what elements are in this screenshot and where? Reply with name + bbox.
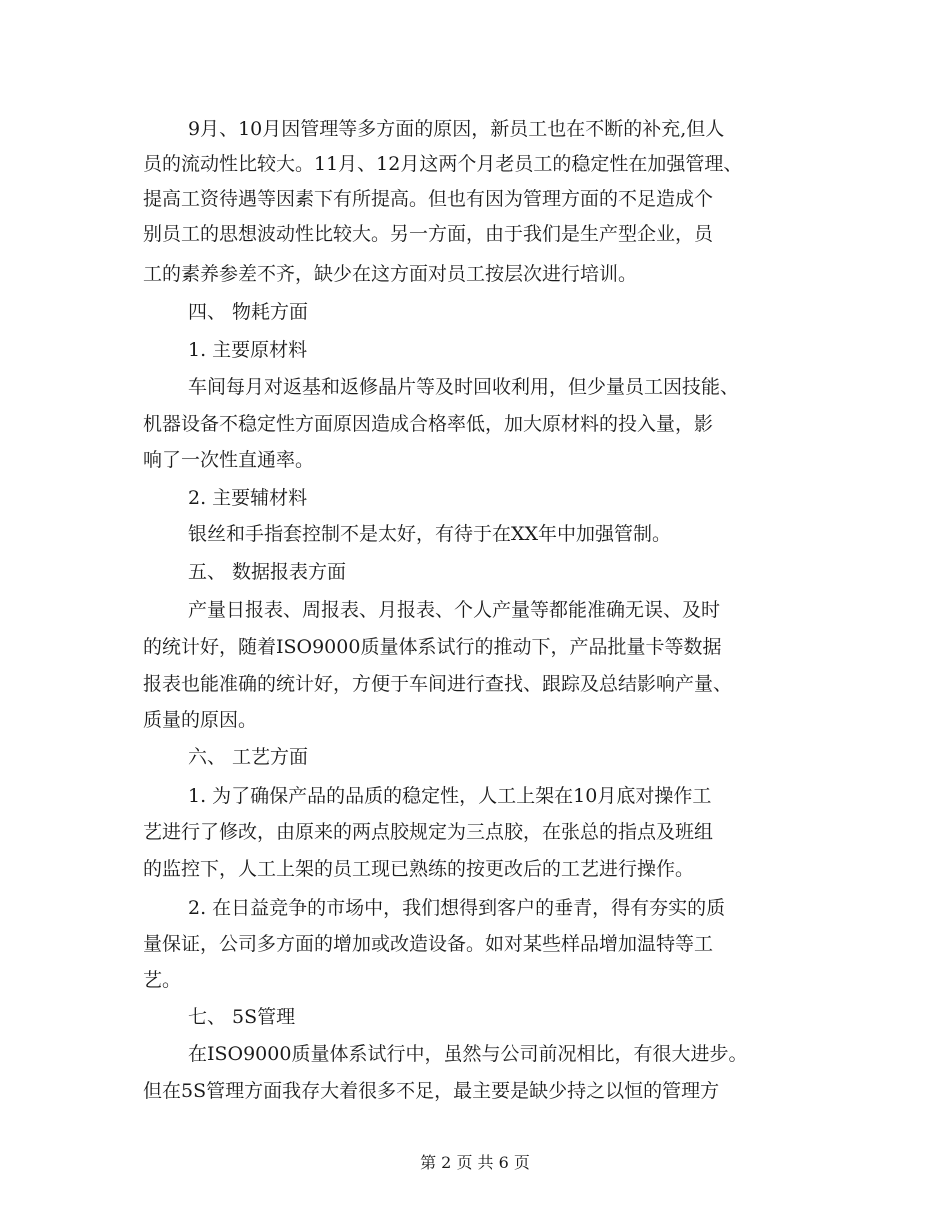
text-line: 员的流动性比较大。11月、12月这两个月老员工的稳定性在加强管理、 — [143, 153, 743, 175]
text-line: 的统计好，随着ISO9000质量体系试行的推动下，产品批量卡等数据 — [143, 636, 722, 658]
text-line: 银丝和手指套控制不是太好，有待于在XX年中加强管制。 — [188, 523, 672, 545]
text-line: 机器设备不稳定性方面原因造成合格率低，加大原材料的投入量，影 — [143, 413, 714, 435]
subsection-heading: 2. 主要辅材料 — [188, 487, 308, 509]
section-heading: 五、 数据报表方面 — [188, 561, 347, 583]
text-line: 报表也能准确的统计好，方便于车间进行查找、跟踪及总结影响产量、 — [143, 673, 733, 695]
text-line: 质量的原因。 — [143, 709, 258, 731]
text-line: 1. 为了确保产品的品质的稳定性，人工上架在10月底对操作工 — [188, 785, 712, 807]
text-line: 艺进行了修改，由原来的两点胶规定为三点胶，在张总的指点及班组 — [143, 821, 714, 843]
section-heading: 四、 物耗方面 — [188, 301, 309, 323]
section-heading: 六、 工艺方面 — [188, 746, 309, 768]
subsection-heading: 1. 主要原材料 — [188, 339, 308, 361]
text-line: 工的素养参差不齐，缺少在这方面对员工按层次进行培训。 — [143, 263, 638, 285]
text-line: 2. 在日益竞争的市场中，我们想得到客户的垂青，得有夯实的质 — [188, 897, 726, 919]
text-line: 在ISO9000质量体系试行中，虽然与公司前况相比，有很大进步。 — [188, 1043, 748, 1065]
text-line: 响了一次性直通率。 — [143, 449, 315, 471]
text-line: 艺。 — [143, 969, 182, 991]
text-line: 车间每月对返基和返修晶片等及时回收利用，但少量员工因技能、 — [188, 376, 740, 398]
section-heading: 七、 5S管理 — [188, 1006, 296, 1028]
text-line: 但在5S管理方面我存大着很多不足，最主要是缺少持之以恒的管理方 — [143, 1080, 720, 1102]
text-line: 产量日报表、周报表、月报表、个人产量等都能准确无误、及时 — [188, 599, 721, 621]
text-line: 量保证，公司多方面的增加或改造设备。如对某些样品增加温特等工 — [143, 933, 714, 955]
text-line: 的监控下，人工上架的员工现已熟练的按更改后的工艺进行操作。 — [143, 858, 695, 880]
page-number-footer: 第 2 页 共 6 页 — [420, 1153, 530, 1172]
text-line: 9月、10月因管理等多方面的原因，新员工也在不断的补充,但人 — [188, 118, 725, 140]
text-line: 提高工资待遇等因素下有所提高。但也有因为管理方面的不足造成个 — [143, 188, 714, 210]
text-line: 别员工的思想波动性比较大。另一方面，由于我们是生产型企业，员 — [143, 223, 714, 245]
